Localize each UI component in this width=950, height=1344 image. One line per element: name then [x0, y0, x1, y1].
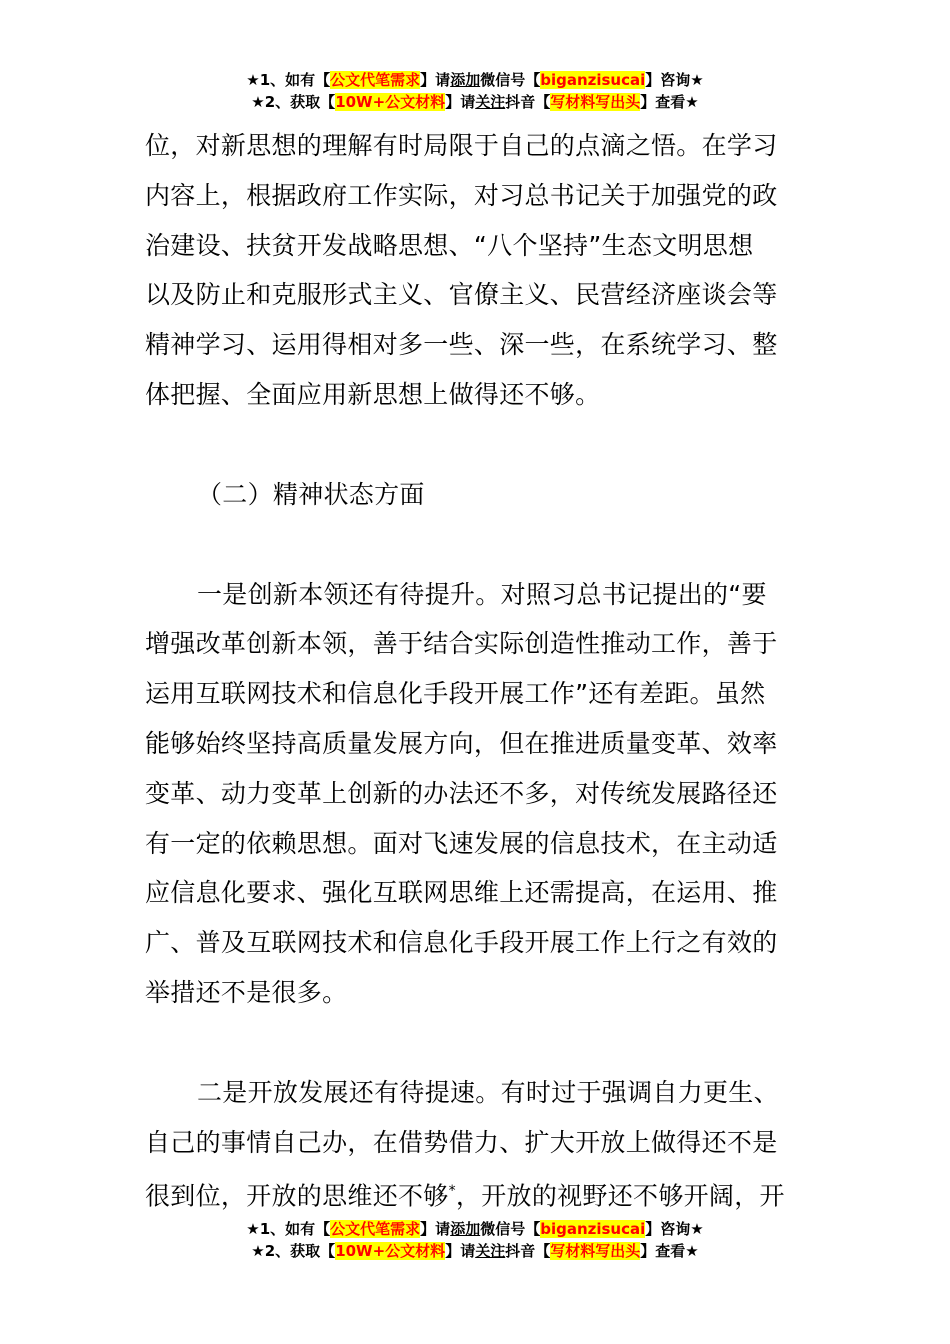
text-line: 应信息化要求、强化互联网思维上还需提高，在运用、推	[145, 878, 778, 908]
text-line: 能够始终坚持高质量发展方向，但在推进质量变革、效率	[145, 728, 778, 758]
banner-text: 】咨询★	[645, 1220, 704, 1238]
banner-line-2	[0, 1240, 950, 1262]
banner-text: ★2、获取【	[251, 93, 336, 111]
bottom-banner	[0, 1218, 950, 1262]
banner-underlined: 关注	[475, 1242, 506, 1260]
paragraph-spacer	[145, 520, 815, 570]
banner-text: 抖音【	[505, 1242, 551, 1260]
banner-text: 】请	[420, 1220, 451, 1238]
text-line: 变革、动力变革上创新的办法还不多，对传统发展路径还	[145, 778, 778, 808]
document-body	[145, 121, 815, 1221]
banner-text: 】查看★	[640, 1242, 699, 1260]
heading-text: （二）精神状态方面	[197, 479, 425, 509]
banner-text: 】请	[420, 71, 451, 89]
paragraph-2	[145, 570, 815, 1018]
banner-text: ★1、如有【	[246, 1220, 331, 1238]
banner-underlined: 添加	[450, 71, 481, 89]
text-line: 有一定的依赖思想。面对飞速发展的信息技术，在主动适	[145, 828, 778, 858]
text-line: 广、普及互联网技术和信息化手段开展工作上行之有效的	[145, 928, 778, 958]
banner-line-1	[0, 69, 950, 91]
banner-highlight: 10W+公文材料	[335, 1242, 446, 1260]
text-line: 位，对新思想的理解有时局限于自己的点滴之悟。在学习	[145, 131, 778, 160]
text-line: 精神学习、运用得相对多一些、深一些，在系统学习、整	[145, 330, 778, 360]
text-line: 体把握、全面应用新思想上做得还不够。	[145, 379, 601, 409]
text-line: 运用互联网技术和信息化手段开展工作”还有差距。虽然	[145, 679, 766, 709]
top-banner	[0, 69, 950, 113]
text-line: 一是创新本领还有待提升。对照习总书记提出的“要	[197, 579, 767, 609]
banner-line-1	[0, 1218, 950, 1240]
text-line: 二是开放发展还有待提速。有时过于强调自力更生、	[197, 1077, 779, 1107]
banner-highlight: 10W+公文材料	[335, 93, 446, 111]
section-heading	[145, 470, 815, 520]
banner-text: ★2、获取【	[251, 1242, 336, 1260]
banner-highlight: biganzisucai	[540, 71, 646, 89]
text-line: 增强改革创新本领，善于结合实际创造性推动工作，善于	[145, 629, 778, 659]
text-line: 以及防止和克服形式主义、官僚主义、民营经济座谈会等	[145, 280, 778, 310]
banner-underlined: 关注	[475, 93, 506, 111]
banner-highlight: 写材料写出头	[550, 1242, 641, 1260]
banner-text: ★1、如有【	[246, 71, 331, 89]
text-line: 举措还不是很多。	[145, 977, 348, 1007]
paragraph-3	[145, 1068, 815, 1222]
banner-text: 】咨询★	[645, 71, 704, 89]
banner-text: 微信号【	[480, 71, 541, 89]
banner-underlined: 添加	[450, 1220, 481, 1238]
banner-text: 】查看★	[640, 93, 699, 111]
banner-text: 抖音【	[505, 93, 551, 111]
banner-highlight: 公文代笔需求	[330, 71, 421, 89]
banner-text: 】请	[445, 1242, 476, 1260]
banner-highlight: 写材料写出头	[550, 93, 641, 111]
banner-line-2	[0, 91, 950, 113]
text-line: 自己的事情自己办，在借势借力、扩大开放上做得还不是	[145, 1127, 778, 1157]
banner-text: 微信号【	[480, 1220, 541, 1238]
paragraph-spacer	[145, 1018, 815, 1068]
text-line: 治建设、扶贫开发战略思想、“八个坚持”生态文明思想	[145, 230, 754, 260]
text-segment: 很到位，开放的思维还不够	[145, 1181, 449, 1211]
paragraph-1	[145, 121, 815, 420]
text-line	[145, 1167, 815, 1221]
footnote-mark: *	[448, 1183, 456, 1200]
paragraph-spacer	[145, 420, 815, 470]
text-segment: ，开放的视野还不够开阔，开	[455, 1181, 785, 1211]
banner-highlight: 公文代笔需求	[330, 1220, 421, 1238]
banner-highlight: biganzisucai	[540, 1220, 646, 1238]
banner-text: 】请	[445, 93, 476, 111]
text-line: 内容上，根据政府工作实际，对习总书记关于加强党的政	[145, 180, 778, 210]
